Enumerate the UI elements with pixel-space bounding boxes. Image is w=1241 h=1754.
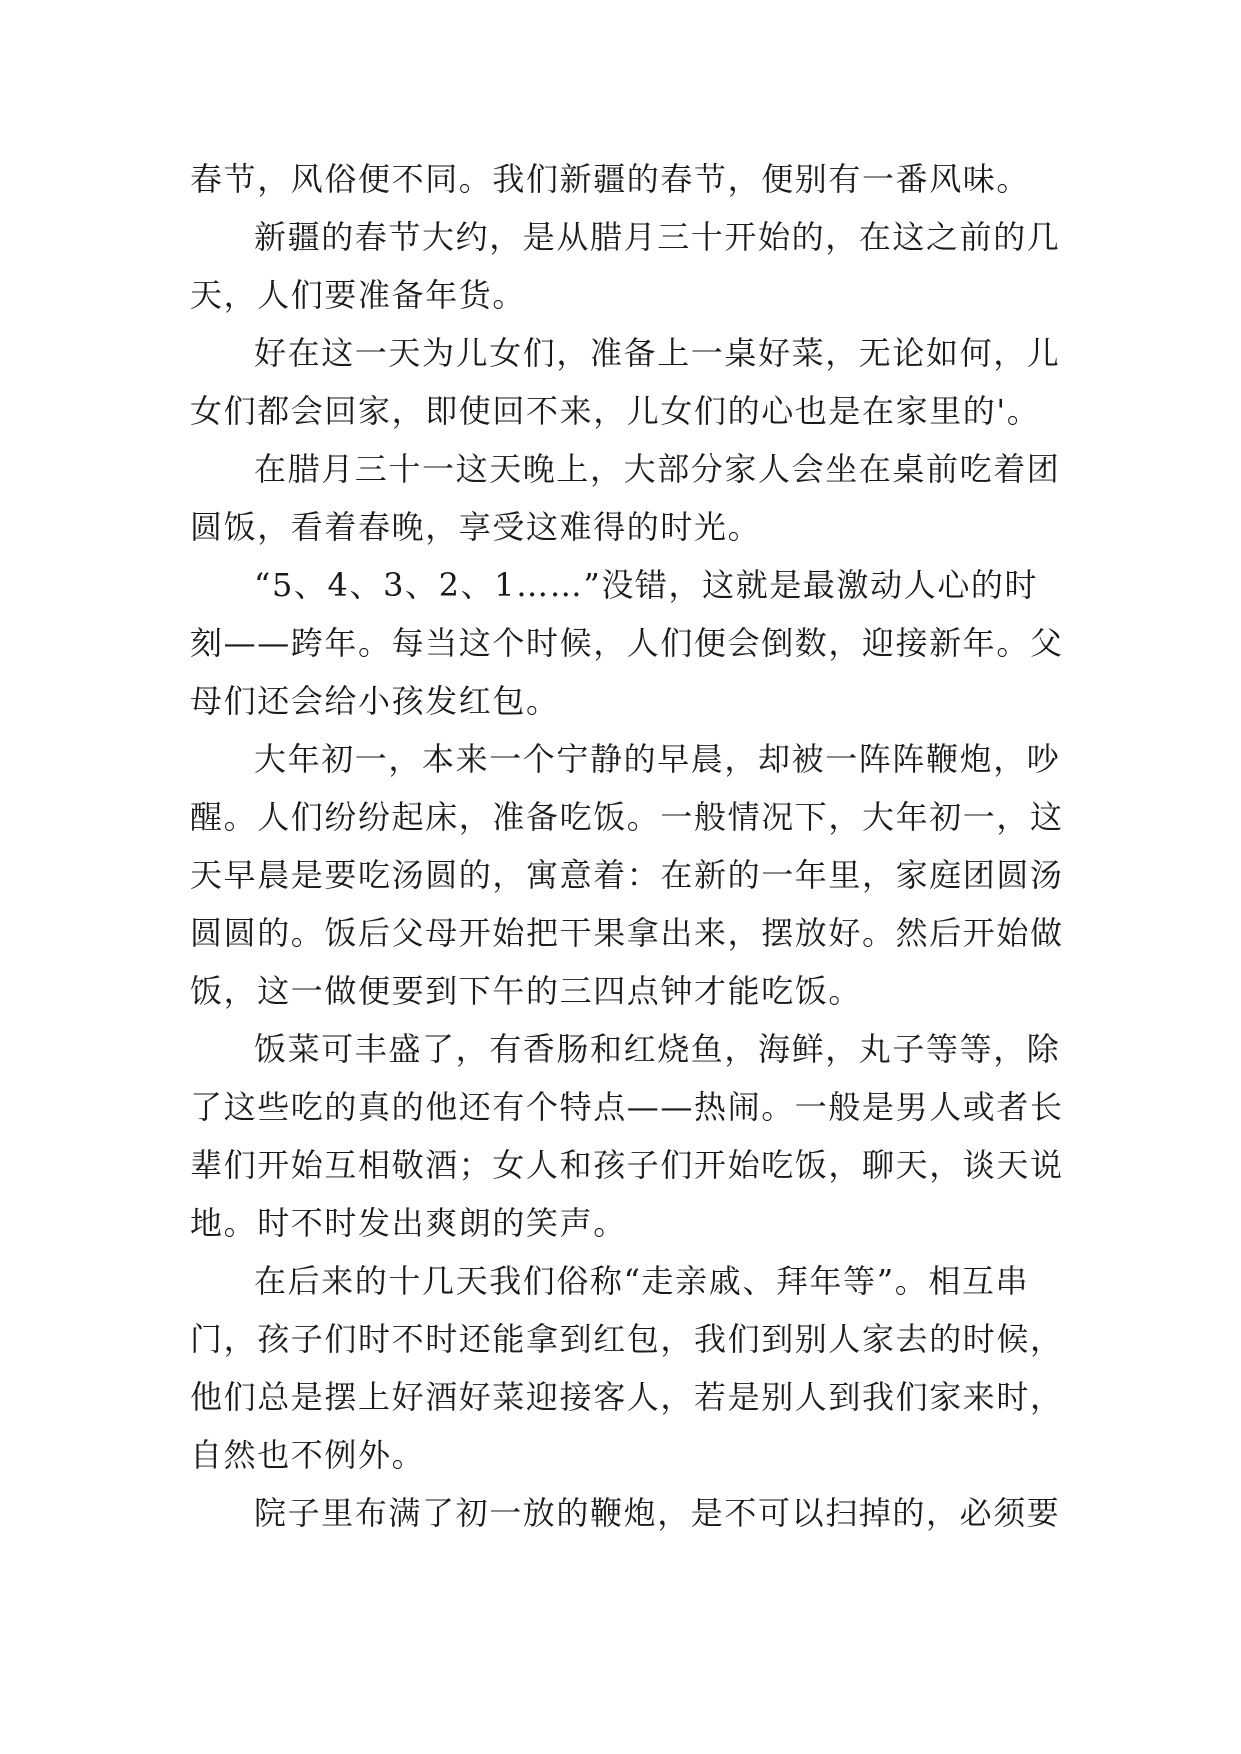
paragraph-1: 春节，风俗便不同。我们新疆的春节，便别有一番风味。: [190, 160, 1031, 198]
paragraph-4: 在腊月三十一这天晚上，大部分家人会坐在桌前吃着团圆饭，看着春晚，享受这难得的时光。: [190, 450, 1061, 546]
paragraph-5: “5、4、3、2、1……”没错，这就是最激动人心的时刻——跨年。每当这个时候，人们便会倒数，迎接新年。父母们还会给小孩发红包。: [190, 566, 1064, 720]
paragraph-8: 在后来的十几天我们俗称“走亲戚、拜年等”。相互串门，孩子们时不时还能拿到红包，我们到别人家去的时候，他们总是摆上好酒好菜迎接客人，若是别人到我们家来时，自然也不例外。: [190, 1262, 1064, 1474]
paragraph-3: 好在这一天为儿女们，准备上一桌好菜，无论如何，儿女们都会回家，即使回不来，儿女们的心也是在家里的'。: [190, 334, 1061, 430]
paragraph-6: 大年初一，本来一个宁静的早晨，却被一阵阵鞭炮，吵醒。人们纷纷起床，准备吃饭。一般情况下，大年初一，这天早晨是要吃汤圆的，寓意着：在新的一年里，家庭团圆汤圆圆的。饭后父母开始把干果拿出来，摆放好。然后开始做饭，这一做便要到下午的三四点钟才能吃饭。: [190, 740, 1064, 1010]
paragraph-2: 新疆的春节大约，是从腊月三十开始的，在这之前的几天，人们要准备年货。: [190, 218, 1061, 314]
paragraph-7: 饭菜可丰盛了，有香肠和红烧鱼，海鲜，丸子等等，除了这些吃的真的他还有个特点——热闹。一般是男人或者长辈们开始互相敬酒；女人和孩子们开始吃饭，聊天，谈天说地。时不时发出爽朗的笑声。: [190, 1030, 1064, 1242]
paragraph-9: 院子里布满了初一放的鞭炮，是不可以扫掉的，必须要: [254, 1494, 1061, 1532]
document-body: [190, 150, 1070, 1542]
